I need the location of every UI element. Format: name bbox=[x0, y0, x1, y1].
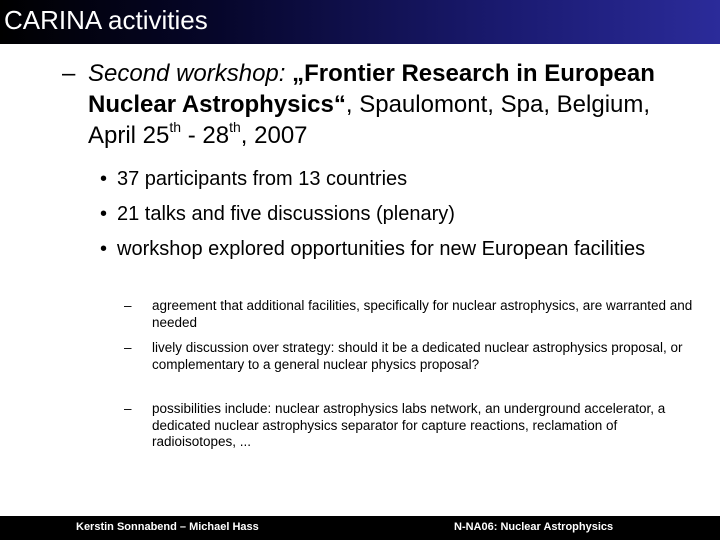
bullet-item bbox=[100, 201, 700, 227]
bullet-marker: • bbox=[100, 168, 108, 190]
bullet-item bbox=[100, 236, 700, 262]
subbullet-item bbox=[124, 401, 704, 451]
subbullet-item bbox=[124, 340, 704, 373]
subbullet-text: possibilities include: nuclear astrophysics labs network, an underground accelerator, a dedicated nuclear astrophysics separator for capture reactions, reclamation of radioisotopes, ... bbox=[152, 401, 666, 449]
bullet-text: workshop explored opportunities for new European facilities bbox=[117, 238, 646, 260]
footer-authors: Kerstin Sonnabend – Michael Hass bbox=[76, 521, 259, 533]
bullet-item bbox=[100, 166, 700, 192]
title-bar bbox=[0, 0, 720, 44]
workshop-text bbox=[88, 58, 702, 151]
ordinal-suffix-end: th bbox=[229, 119, 241, 135]
ordinal-suffix-start: th bbox=[169, 119, 182, 135]
subbullet-text: lively discussion over strategy: should it be a dedicated nuclear astrophysics proposal, or complementary to a general nuclear physics proposal? bbox=[152, 340, 683, 372]
slide-title: CARINA activities bbox=[4, 5, 208, 35]
workshop-year: , 2007 bbox=[240, 122, 308, 149]
subbullet-marker: – bbox=[124, 340, 132, 355]
bullet-text: 37 participants from 13 countries bbox=[117, 168, 408, 190]
workshop-label: Second workshop: bbox=[88, 60, 286, 87]
workshop-location: , Spaulomont, Spa, Belgium, April 25 bbox=[88, 91, 651, 149]
subbullet-item bbox=[124, 298, 704, 331]
subbullet-marker: – bbox=[124, 401, 132, 416]
date-range-separator: - 28 bbox=[181, 122, 230, 149]
bullet-text: 21 talks and five discussions (plenary) bbox=[117, 203, 455, 225]
workshop-item bbox=[62, 58, 702, 151]
footer-project: N-NA06: Nuclear Astrophysics bbox=[454, 521, 614, 533]
subbullet-marker: – bbox=[124, 298, 132, 313]
bullet-marker: • bbox=[100, 238, 108, 260]
subbullet-text: agreement that additional facilities, specifically for nuclear astrophysics, are warranted and needed bbox=[152, 298, 693, 330]
dash-marker: – bbox=[62, 60, 76, 87]
bullet-marker: • bbox=[100, 203, 108, 225]
workshop-name: „Frontier Research in European Nuclear Astrophysics“ bbox=[88, 60, 655, 118]
footer-bar bbox=[0, 516, 720, 540]
